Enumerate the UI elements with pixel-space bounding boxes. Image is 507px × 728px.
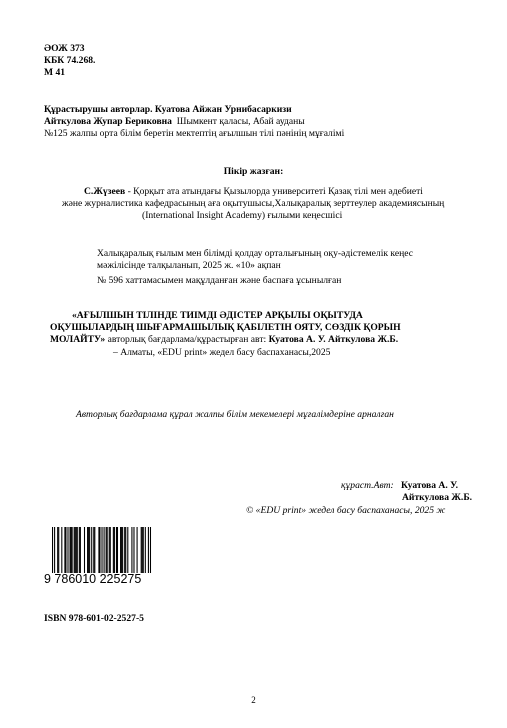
barcode-bar [106,527,107,573]
barcode-bar [117,527,118,573]
isbn-number: ISBN 978-601-02-2527-5 [44,613,144,624]
barcode-bar [52,527,53,573]
barcode-bars [44,527,156,573]
barcode-bar [137,527,138,573]
barcode-bar [77,527,78,573]
compiler-name-1: Куатова Айжан Урнибасаркизи [154,104,292,115]
signature-label: құраст.Авт: [341,480,394,491]
barcode-bar [54,527,55,573]
signature-author-2: Айткулова Ж.Б. [402,492,473,503]
barcode-bar [87,527,88,573]
barcode-bar [131,527,132,573]
approval-line3: № 596 хаттамасымен мақұлданған және баспаға ұсынылған [97,275,342,286]
barcode-bar [148,527,149,573]
barcode-bar [125,527,126,573]
reviewer-name: С.Жүзеев [84,186,126,197]
page-number: 2 [251,695,256,705]
barcode-bar [64,527,65,573]
barcode-bar [72,527,73,573]
compilers-label: Құрастырушы авторлар. [44,104,153,115]
signature-author-1: Куатова А. У. [400,480,458,491]
reviewer-line1 [84,186,423,198]
barcode-bar [104,527,105,573]
book-authors: Куатова А. У. Айткулова Ж.Б. [268,334,399,345]
reviewers-heading: Пікір жазған: [223,166,284,177]
barcode-bar [98,527,99,573]
barcode-bar [150,527,151,573]
barcode-bar [142,527,143,573]
audience-note: Авторлық бағдарлама құрал жалпы білім мекемелері мұғалімдеріне арналған [76,409,394,420]
barcode-bar [101,527,102,573]
barcode-bar [116,527,117,573]
barcode-bar [58,527,59,573]
barcode-bar [84,527,85,573]
barcode-bar [67,527,68,573]
barcode-bar [99,527,100,573]
copyright-line: © «EDU print» жедел басу баспаханасы, 2025 ж [246,505,446,516]
book-type: авторлық бағдарлама/құрастырған авт: [105,334,269,345]
barcode-bar [57,527,58,573]
barcode-bar [80,527,81,573]
compilers-line1 [44,104,292,116]
barcode-bar [94,527,95,573]
barcode-bar [143,527,144,573]
barcode-bar [113,527,114,573]
compiler-place: Шымкент қаласы, Абай ауданы [176,116,305,127]
book-title-line1: «АҒЫЛШЫН ТІЛІНДЕ ТИІМДІ ӘДІСТЕР АРҚЫЛЫ ОҚЫТУДА [72,310,363,321]
barcode-bar [71,527,72,573]
barcode-bar [110,527,111,573]
barcode-bar [133,527,134,573]
barcode-digits: 9 786010 225275 [44,572,142,586]
compilers-line2 [44,116,305,128]
signature-line1 [341,480,458,492]
barcode-bar [74,527,75,573]
publisher-line: – Алматы, «EDU print» жедел басу баспаханасы,2025 [113,347,331,358]
barcode-bar [70,527,71,573]
reviewer-affiliation-3: (International Insight Academy) ғылыми кеңесшісі [142,210,343,221]
barcode-bar [141,527,142,573]
approval-line2: мәжілісінде талқыланып, 2025 ж. «10» ақпан [97,260,281,271]
reviewer-affiliation-2: және журналистика кафедрасының аға оқытушысы,Халықаралық зерттеулер академиясының [62,198,445,209]
compiler-name-2: Айткулова Жупар Бериковна [44,116,172,127]
barcode-bar [120,527,121,573]
book-title-end: МОЛАЙТУ» [50,334,106,345]
book-title-line3 [50,334,398,346]
barcode-bar [61,527,62,573]
barcode-bar [75,527,76,573]
barcode-bar [107,527,108,573]
barcode-bar [114,527,115,573]
barcode-bar [124,527,125,573]
barcode-bar [89,527,90,573]
barcode-bar [88,527,89,573]
barcode-bar [121,527,122,573]
barcode-bar [93,527,94,573]
approval-line1: Халықаралық ғылым мен білімді қолдау орталығының оқу-әдістемелік кеңес [97,248,414,259]
reviewer-affiliation-1: - Қорқыт ата атындағы Қызылорда университеті Қазақ тілі мен әдебиеті [125,186,423,197]
barcode-bar [91,527,92,573]
barcode-bar [122,527,123,573]
bbk-code: КБК 74.268. [44,55,96,66]
barcode-bar [145,527,146,573]
udc-code: ӘОЖ 373 [44,43,85,54]
barcode-bar [76,527,77,573]
barcode-bar [109,527,110,573]
barcode-bar [79,527,80,573]
compiler-school: №125 жалпы орта білім беретін мектептің ағылшын тілі пәнінің мұғалімі [44,128,345,139]
barcode-bar [65,527,66,573]
barcode-bar [127,527,128,573]
author-mark: М 41 [44,67,66,78]
book-title-line2: ОҚУШЫЛАРДЫҢ ШЫҒАРМАШЫЛЫҚ ҚАБІЛЕТІН ОЯТУ, СӨЗДІК ҚОРЫН [50,322,401,333]
